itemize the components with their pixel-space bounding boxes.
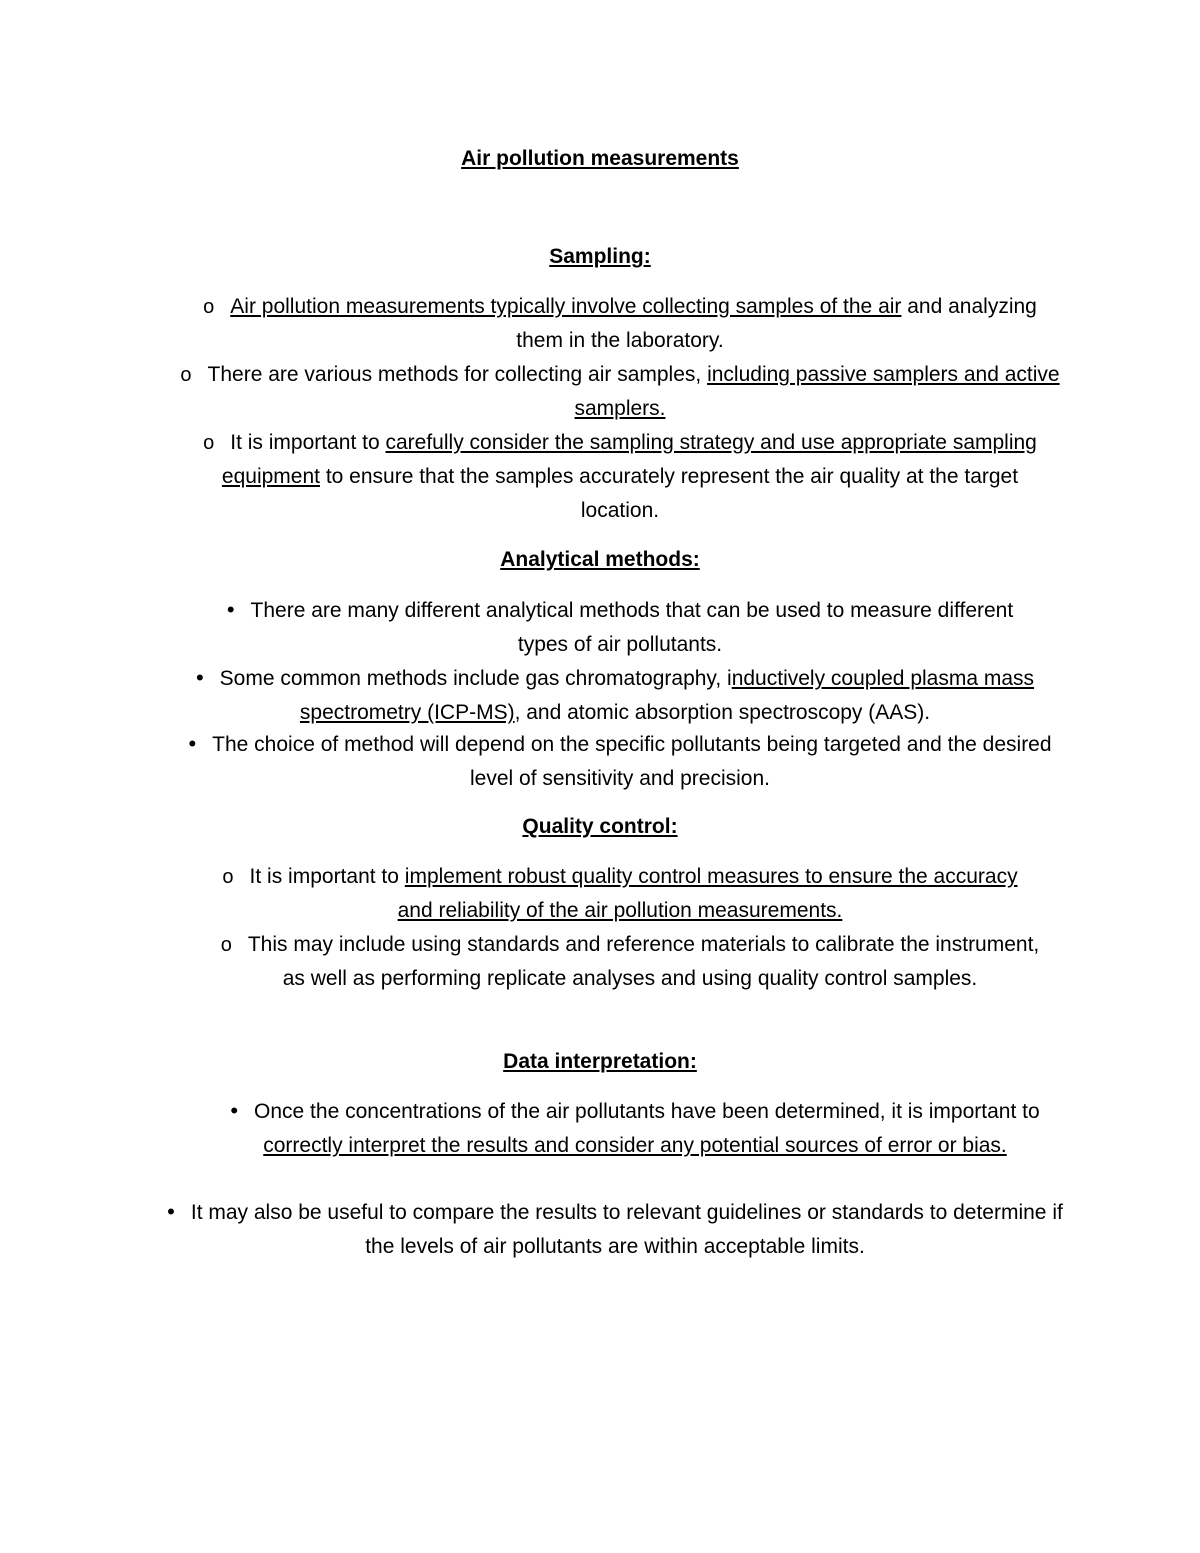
section-heading-sampling: Sampling:: [549, 245, 651, 268]
bullet-icon: •: [195, 665, 204, 690]
section-heading-analytical-methods: Analytical methods:: [500, 548, 700, 571]
list-item: o There are various methods for collecting air samples, including passive samplers and active samplers.: [180, 358, 1060, 426]
circle-bullet-icon: o: [203, 296, 215, 318]
bullet-icon: •: [167, 1199, 175, 1224]
list-item: • There are many different analytical methods that can be used to measure different types of air pollutants.: [210, 593, 1030, 662]
list-item: • The choice of method will depend on the specific pollutants being targeted and the desired level of sensitivity and precision.: [180, 727, 1060, 796]
circle-bullet-icon: o: [180, 364, 192, 386]
bullet-icon: •: [226, 597, 235, 622]
list-item: • Once the concentrations of the air pollutants have been determined, it is important to correctly interpret the results and consider any potential sources of error or bias.: [205, 1094, 1065, 1163]
circle-bullet-icon: o: [220, 934, 232, 956]
circle-bullet-icon: o: [222, 866, 234, 888]
list-item: o This may include using standards and reference materials to calibrate the instrument, as well as performing replicate analyses and using quality control samples.: [215, 928, 1045, 996]
bullet-icon: •: [230, 1098, 239, 1123]
list-item: o It is important to carefully consider the sampling strategy and use appropriate sampling equipment to ensure that the samples accurately represent the air quality at the target location.: [190, 426, 1050, 528]
section-heading-quality-control: Quality control:: [522, 815, 678, 838]
list-item: o Air pollution measurements typically involve collecting samples of the air and analyzing them in the laboratory.: [190, 290, 1050, 358]
list-item: • It may also be useful to compare the results to relevant guidelines or standards to determine if the levels of air pollutants are within acceptable limits.: [165, 1195, 1065, 1264]
document-title: Air pollution measurements: [461, 147, 739, 170]
circle-bullet-icon: o: [203, 432, 215, 454]
list-item: • Some common methods include gas chromatography, inductively coupled plasma mass spectrometry (ICP-MS), and atomic absorption spectroscopy (AAS).: [165, 661, 1065, 730]
list-item: o It is important to implement robust quality control measures to ensure the accuracy and reliability of the air pollution measurements.: [205, 860, 1035, 928]
bullet-icon: •: [188, 731, 197, 756]
section-heading-data-interpretation: Data interpretation:: [503, 1050, 697, 1073]
